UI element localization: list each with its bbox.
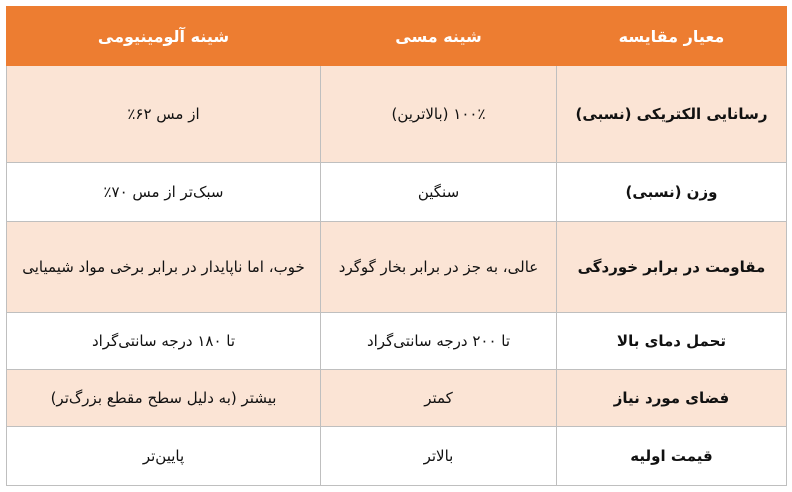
copper-cell: تا ۲۰۰ درجه سانتی‌گراد <box>321 313 557 370</box>
criterion-cell: رسانایی الکتریکی (نسبی) <box>557 66 787 163</box>
table-row <box>7 427 787 486</box>
copper-cell: بالاتر <box>321 427 557 486</box>
aluminum-cell: پایین‌تر <box>7 427 321 486</box>
copper-cell: ۱۰۰٪ (بالاترین) <box>321 66 557 163</box>
table-row <box>7 313 787 370</box>
busbar-comparison-table <box>6 6 787 486</box>
copper-cell: کمتر <box>321 370 557 427</box>
aluminum-cell: خوب، اما ناپایدار در برابر برخی مواد شیمیایی <box>7 222 321 313</box>
criterion-cell: فضای مورد نیاز <box>557 370 787 427</box>
table-row <box>7 370 787 427</box>
copper-cell: عالی، به جز در برابر بخار گوگرد <box>321 222 557 313</box>
header-criterion: معیار مقایسه <box>557 7 787 66</box>
criterion-cell: تحمل دمای بالا <box>557 313 787 370</box>
table-row <box>7 66 787 163</box>
aluminum-cell: تا ۱۸۰ درجه سانتی‌گراد <box>7 313 321 370</box>
comparison-table-container <box>6 6 786 486</box>
table-body <box>7 66 787 486</box>
header-row <box>7 7 787 66</box>
copper-cell: سنگین <box>321 163 557 222</box>
header-aluminum-busbar: شینه آلومینیومی <box>7 7 321 66</box>
table-row <box>7 222 787 313</box>
aluminum-cell: سبک‌تر از مس ۷۰٪ <box>7 163 321 222</box>
criterion-cell: قیمت اولیه <box>557 427 787 486</box>
aluminum-cell: بیشتر (به دلیل سطح مقطع بزرگ‌تر) <box>7 370 321 427</box>
criterion-cell: وزن (نسبی) <box>557 163 787 222</box>
aluminum-cell: از مس ۶۲٪ <box>7 66 321 163</box>
table-row <box>7 163 787 222</box>
criterion-cell: مقاومت در برابر خوردگی <box>557 222 787 313</box>
header-copper-busbar: شینه مسی <box>321 7 557 66</box>
table-header <box>7 7 787 66</box>
